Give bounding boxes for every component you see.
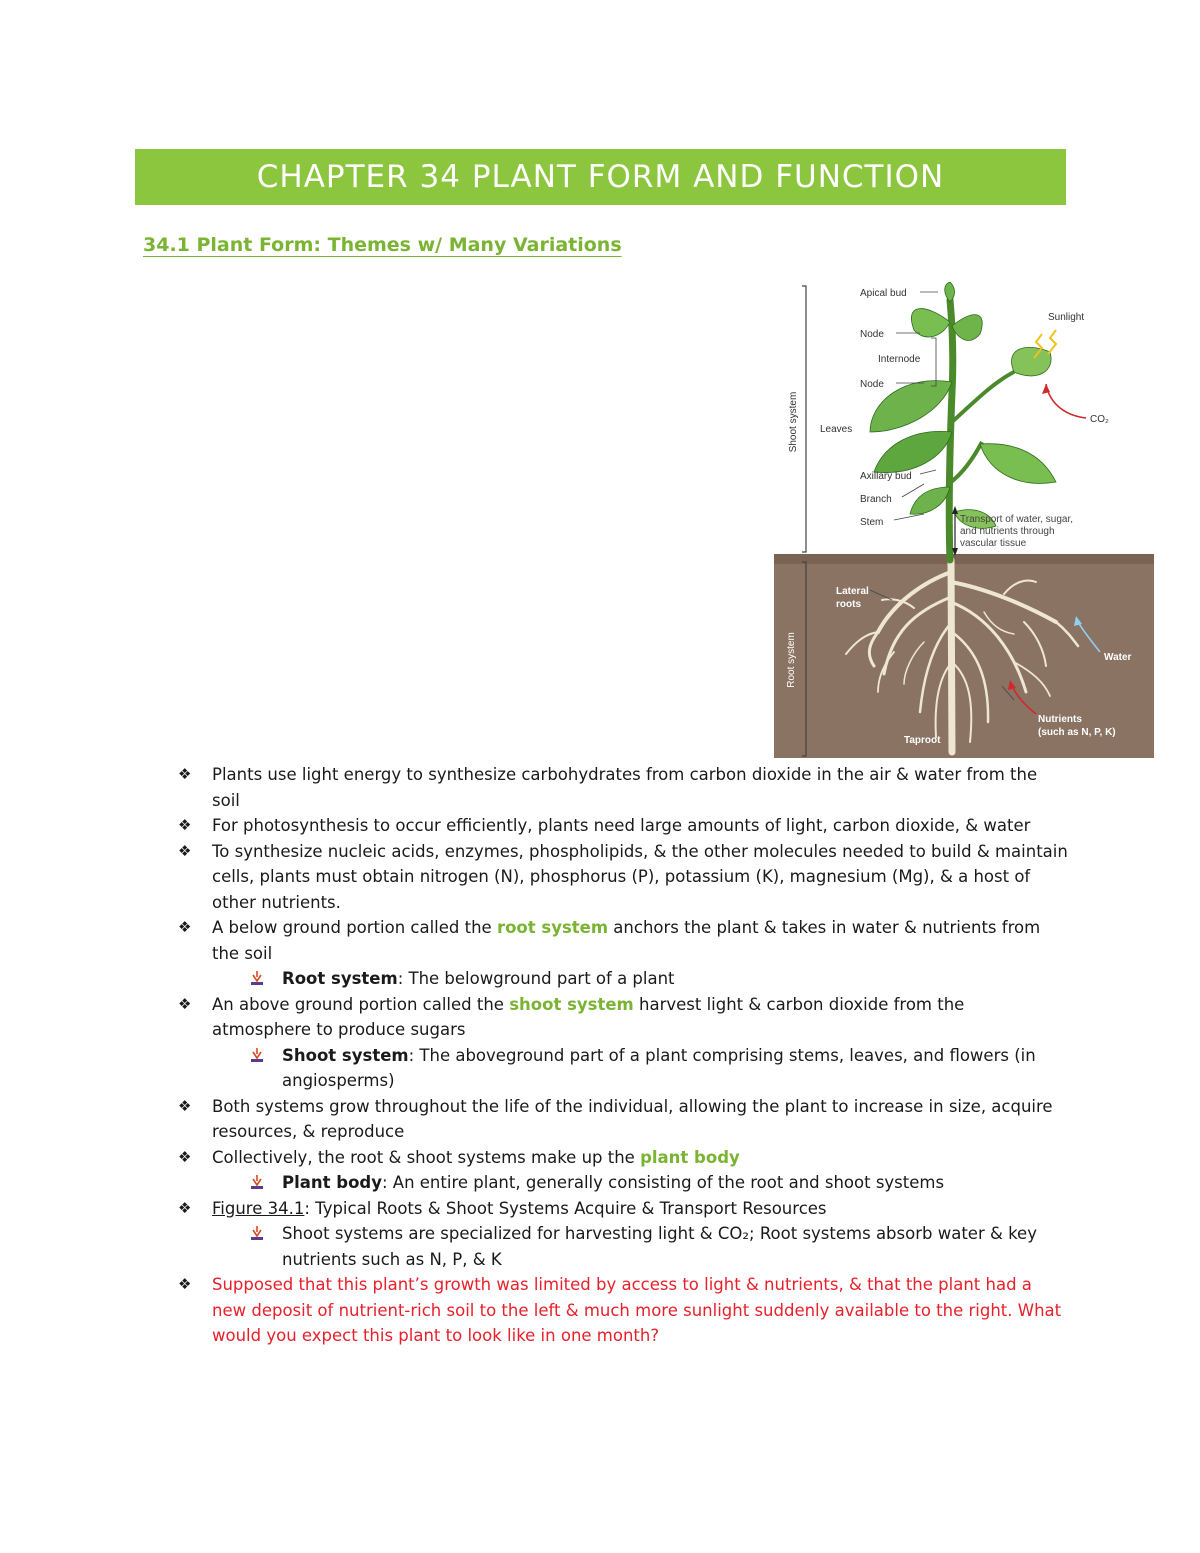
water-label: Water [1104, 652, 1132, 663]
arrow-bullet-icon [250, 1226, 264, 1240]
sunlight-label: Sunlight [1048, 312, 1085, 323]
node-label-2: Node [860, 379, 884, 390]
list-item: ❖ Both systems grow throughout the life of the individual, allowing the plant to increase in size, acquire resources, & reproduce [178, 1094, 1068, 1145]
section-title: 34.1 Plant Form: Themes w/ Many Variations [143, 234, 622, 256]
figure-reference-link[interactable]: Figure 34.1 [212, 1198, 305, 1218]
transport-label-line-3: vascular tissue [960, 538, 1027, 549]
co2-label: CO₂ [1090, 414, 1109, 425]
lateral-roots-label-2: roots [836, 599, 861, 610]
chapter-title: CHAPTER 34 PLANT FORM AND FUNCTION [256, 159, 945, 195]
keyword: root system [496, 918, 609, 937]
transport-label-line-2: and nutrients through [960, 526, 1055, 537]
list-item: ❖ To synthesize nucleic acids, enzymes, phospholipids, & the other molecules needed to build & maintain cells, plants must obtain nitrogen (N), phosphorus (P), potassium (K), magnesium (Mg), & a host of other nutrients. [178, 839, 1068, 916]
diamond-bullet-icon: ❖ [178, 1198, 192, 1217]
keyword: shoot system [509, 994, 634, 1014]
internode-label: Internode [878, 354, 921, 365]
list-item: ❖ For photosynthesis to occur efficiently, plants need large amounts of light, carbon dioxide, & water [178, 813, 1068, 839]
transport-label-line-1: Transport of water, sugar, [960, 514, 1074, 525]
diamond-bullet-icon: ❖ [178, 841, 192, 860]
lateral-roots-label-1: Lateral [836, 586, 869, 597]
diamond-bullet-icon: ❖ [178, 1147, 192, 1166]
plant-anatomy-figure [774, 282, 1154, 758]
list-item: ❖ An above ground portion called the shoot system harvest light & carbon dioxide from the atmosphere to produce sugars [178, 992, 1068, 1043]
node-label-1: Node [860, 329, 884, 340]
list-item: ❖ A below ground portion called the root system anchors the plant & takes in water & nutrients from the soil [178, 915, 1068, 966]
diamond-bullet-icon: ❖ [178, 918, 192, 936]
sub-list-item: Root system: The belowground part of a plant [178, 966, 1068, 992]
sub-list-item: Shoot system: The aboveground part of a plant comprising stems, leaves, and flowers (in angiosperms) [178, 1043, 1068, 1094]
axillary-bud-label: Axillary bud [860, 471, 912, 482]
root-system-label: Root system [786, 632, 797, 688]
shoot-bracket [802, 286, 806, 552]
list-item: ❖ Plants use light energy to synthesize carbohydrates from carbon dioxide in the air & water from the soil [178, 762, 1068, 813]
diamond-bullet-icon: ❖ [178, 765, 192, 783]
stem [949, 300, 953, 560]
branch-label: Branch [860, 494, 892, 505]
arrow-bullet-icon [250, 971, 264, 985]
bullet-list [178, 762, 1068, 1349]
list-item: ❖ Collectively, the root & shoot systems make up the plant body [178, 1145, 1068, 1171]
list-item [178, 1272, 1068, 1349]
arrow-bullet-icon [250, 1175, 264, 1189]
arrow-bullet-icon [250, 1048, 264, 1062]
chapter-banner [135, 149, 1066, 205]
diamond-bullet-icon: ❖ [178, 1275, 192, 1293]
keyword: plant body [640, 1147, 740, 1167]
shoot-system-label: Shoot system [788, 391, 799, 453]
apical-bud-label: Apical bud [860, 288, 907, 299]
list-item: ❖ Figure 34.1: Typical Roots & Shoot Systems Acquire & Transport Resources [178, 1196, 1068, 1222]
stem-label: Stem [860, 517, 884, 528]
sub-list-item: Plant body: An entire plant, generally consisting of the root and shoot systems [178, 1170, 1068, 1196]
diamond-bullet-icon: ❖ [178, 1096, 192, 1115]
diamond-bullet-icon: ❖ [178, 994, 192, 1013]
nutrients-label-2: (such as N, P, K) [1038, 727, 1116, 738]
leaves [870, 282, 1056, 528]
nutrients-label-1: Nutrients [1038, 714, 1082, 725]
diamond-bullet-icon: ❖ [178, 816, 192, 834]
question-text: Supposed that this plant’s growth was limited by access to light & nutrients, & that the plant had a new deposit of nutrient-rich soil to the left & much more sunlight suddenly available to the right. What would you expect this plant to look like in one month? [212, 1275, 1062, 1345]
taproot-label: Taproot [904, 735, 941, 746]
co2-arrow-icon [1046, 384, 1086, 418]
sub-list-item: Shoot systems are specialized for harvesting light & CO₂; Root systems absorb water & key nutrients such as N, P, & K [178, 1221, 1068, 1272]
leaves-label: Leaves [820, 424, 853, 435]
